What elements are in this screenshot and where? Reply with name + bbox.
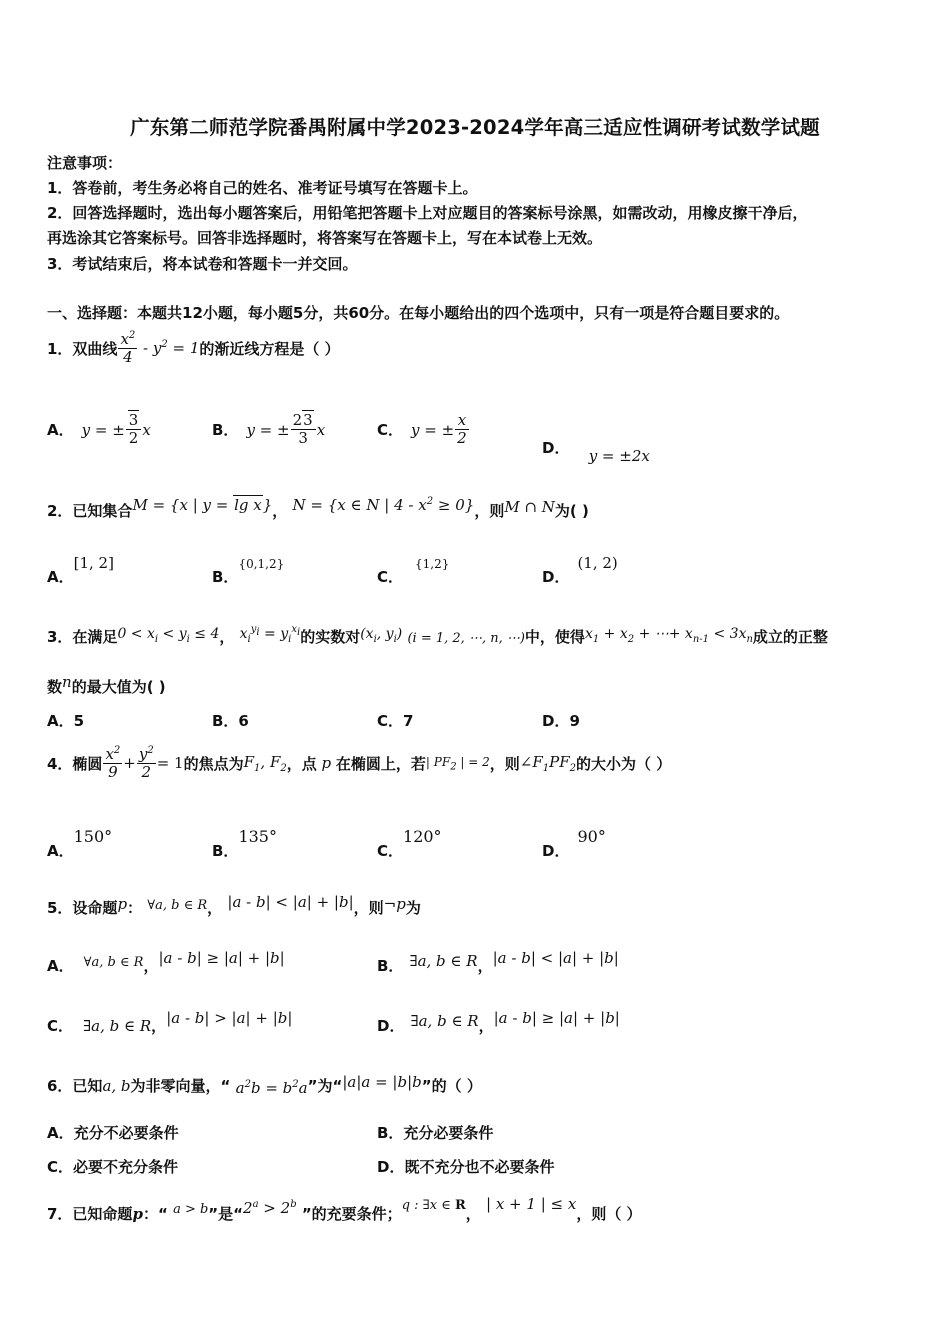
section-heading: 一、选择题：本题共12小题，每小题5分，共60分。在每小题给出的四个选项中，只有一项是符合题目要求的。 <box>47 304 790 322</box>
q1-formula: $\frac{x^2}{4}$ <box>120 330 136 367</box>
q5-option-d[interactable]: D． ∃a, b ∈ R，|a - b| ≥ |a| + |b| <box>377 1009 620 1035</box>
notice-heading: 注意事项： <box>47 154 123 172</box>
q6-option-d[interactable]: D．既不充分也不必要条件 <box>377 1158 555 1176</box>
q4-option-d[interactable]: D．90° <box>542 827 606 860</box>
question-6: 6．已知a, b为非零向量，“ $a^2b = b^2a$”为“|a|a = |b|b”的（ ） <box>47 1073 482 1097</box>
question-3: 3．在满足$0 < x_i < y_i \le 4$， $x_i^{y_i} = y_i^{x_i}$的实数对($x_i$, $y_i$) (i = 1, 2, ⋯, n, ⋯)中，使得$x_1 + x_2$ + ⋯+ $x_{n-1} < 3x_n$成立的正整 <box>47 624 828 646</box>
question-3-line-2: 数n的最大值为( ) <box>47 673 166 696</box>
q6-option-a[interactable]: A．充分不必要条件 <box>47 1124 179 1142</box>
q3-option-c[interactable]: C．7 <box>377 712 414 730</box>
q4-option-b[interactable]: B．135° <box>212 827 277 860</box>
q2-option-c[interactable]: C．$^{\{1,2\}}$ <box>377 557 450 586</box>
q4-option-a[interactable]: A．150° <box>47 827 113 860</box>
q6-option-b[interactable]: B．充分必要条件 <box>377 1124 494 1142</box>
question-1: 1．双曲线 $\frac{x^2}{4}$ - $y^2 = 1$ 的渐近线方程是（ ） <box>47 330 340 367</box>
page-title: 广东第二师范学院番禺附属中学2023-2024学年高三适应性调研考试数学试题 <box>130 116 820 139</box>
q1-option-a[interactable]: A． y = ± $\frac{3}{2}$ x <box>47 411 151 448</box>
q3-option-d[interactable]: D．9 <box>542 712 580 730</box>
q4-option-c[interactable]: C．120° <box>377 827 442 860</box>
q1-option-c[interactable]: C． y = ± $\frac{x}{2}$ <box>377 411 467 448</box>
q5-option-a[interactable]: A． ∀a, b ∈ R，|a - b| ≥ |a| + |b| <box>47 949 285 975</box>
notice-item-2a: 2．回答选择题时，选出每小题答案后，用铅笔把答题卡上对应题目的答案标号涂黑，如需改动，用橡皮擦干净后， <box>47 204 808 222</box>
question-7: 7．已知命题p：“ a > b”是“$2^a > 2^b$ ”的充要条件；q : ∃x ∈ R， | x + 1 | ≤ x，则（ ） <box>47 1195 642 1223</box>
question-4: 4．椭圆 $\frac{x^2}{9}$ + $\frac{y^2}{2}$ = 1 的焦点为 $F_1$, $F_2$ ，点 p 在椭圆上，若 | $PF_2$ | = 2 ，则 $\angle F_1PF_2$ 的大小为（ ） <box>47 745 672 782</box>
q1-option-d[interactable]: D． y = ±2x <box>542 439 650 465</box>
q3-option-a[interactable]: A．5 <box>47 712 85 730</box>
q1-text: 的渐近线方程是（ ） <box>199 339 340 358</box>
question-2: 2．已知集合M = {x | y = lg x}， N = {x ∈ N | $4 - x^2 \ge 0$}，则M ∩ N为( ) <box>47 496 589 520</box>
q3-option-b[interactable]: B．6 <box>212 712 249 730</box>
notice-item-3: 3．考试结束后，将本试卷和答题卡一并交回。 <box>47 255 358 273</box>
q1-option-b[interactable]: B． y = ± $\frac{23}{3}$ x <box>212 411 326 448</box>
q5-option-c[interactable]: C． ∃a, b ∈ R，|a - b| > |a| + |b| <box>47 1009 293 1035</box>
notice-item-1: 1．答卷前，考生务必将自己的姓名、准考证号填写在答题卡上。 <box>47 179 478 197</box>
q2-option-a[interactable]: A．[1, 2] <box>47 554 114 586</box>
q1-label: 1．双曲线 <box>47 339 118 358</box>
q5-option-b[interactable]: B． ∃a, b ∈ R，|a - b| < |a| + |b| <box>377 949 619 975</box>
q6-option-c[interactable]: C．必要不充分条件 <box>47 1158 179 1176</box>
notice-item-2b: 再选涂其它答案标号。回答非选择题时，将答案写在答题卡上，写在本试卷上无效。 <box>47 229 603 247</box>
q2-option-b[interactable]: B．$^{\{0,1,2\}}$ <box>212 557 285 586</box>
q2-option-d[interactable]: D．(1, 2) <box>542 554 618 586</box>
question-5: 5．设命题p： ∀a, b ∈ R， |a - b| < |a| + |b|，则¬p为 <box>47 893 421 917</box>
